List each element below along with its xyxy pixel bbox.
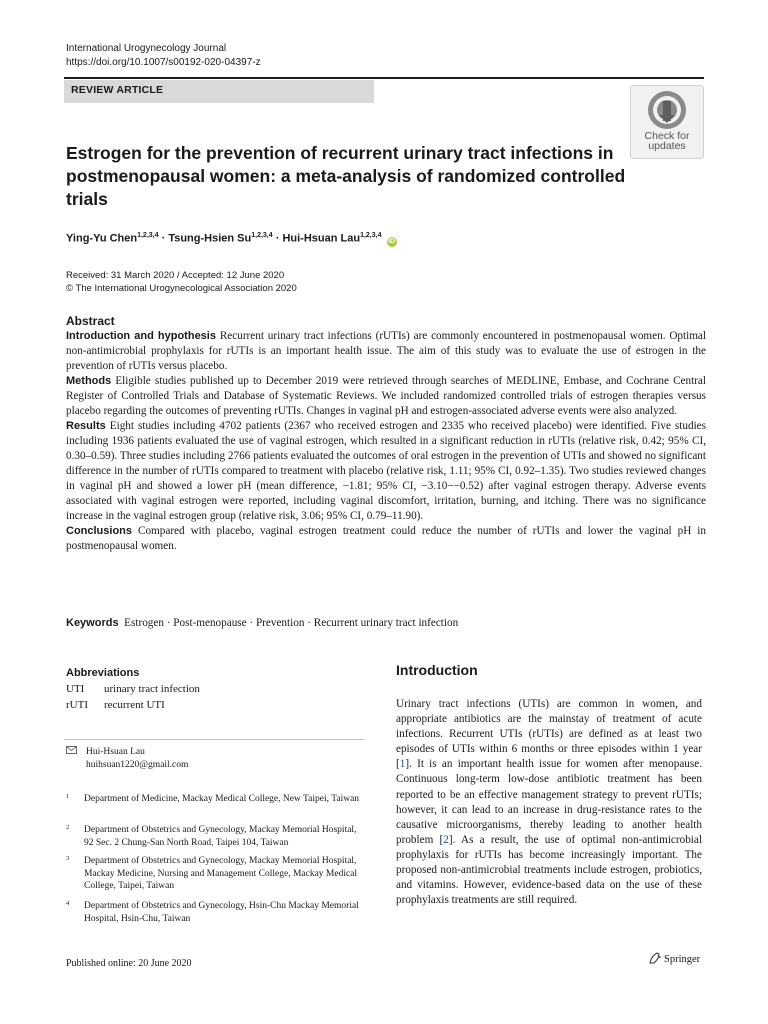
section-text: Eight studies including 4702 patients (2367 who received estrogen and 2335 who received placebo) were identified. Five studies including 1936 patients evaluated the use of vaginal estrogen, which resulted in a significant reduction in rUTIs (relative risk, 0.42; 95% CI, 0.30–0.59). Three studies including 2766 patients evaluated the outcomes of oral estrogen in the prevention of UTIs and showed no significant difference in the number of rUTIs compared to treatment with placebo (relative risk, 1.11; 95% CI, 0.92–1.35). Two studies reviewed changes in vaginal pH and showed a lower pH (mean difference, −1.81; 95% CI, −3.10−−0.52) after vaginal estrogen therapy. Adverse events associated with vaginal estrogen were reported, including vaginal discomfort, irritation, burning, and itching. There was no significance increase in the vaginal estrogen group (relative risk, 3.06; 95% CI, 0.79–11.90). xyxy=(66,420,706,522)
abbreviation: rUTI xyxy=(66,699,88,711)
intro-text: Urinary tract infections (UTIs) are common in women, and appropriate antibiotics are the mainstay of treatment of acute infections. Recurrent UTIs (rUTIs) are defined as at least two episodes of UTIs within 6 months or three episodes within 1 year [ xyxy=(396,698,702,771)
article-title: Estrogen for the prevention of recurrent urinary tract infections in postmenopausal women: a meta-analysis of randomized controlled trials xyxy=(66,143,626,209)
author-separator: · xyxy=(161,232,166,245)
corresponding-email[interactable]: huihsuan1220@gmail.com xyxy=(86,759,189,770)
author-name[interactable]: Hui-Hsuan Lau xyxy=(282,232,361,245)
abbreviations-heading: Abbreviations xyxy=(66,667,140,679)
section-text: Compared with placebo, vaginal estrogen treatment could reduce the number of rUTIs and lower the vaginal pH in postmenopausal women. xyxy=(66,525,706,552)
citation-link[interactable]: 1 xyxy=(399,758,406,771)
affiliation-number: 1 xyxy=(66,793,70,800)
published-online: Published online: 20 June 2020 xyxy=(66,958,192,969)
affiliation-number: 4 xyxy=(66,900,70,907)
section-text: Recurrent urinary tract infections (rUTIs) are commonly encountered in postmenopausal women. Optimal non-antimicrobial prophylaxis for rUTIs is an important health issue. The aim of this study was to evaluate the use of estrogen in the prevention of rUTIs versus placebo. xyxy=(66,330,706,372)
doi-link[interactable]: https://doi.org/10.1007/s00192-020-04397-z xyxy=(66,57,261,68)
envelope-icon xyxy=(66,746,77,754)
introduction-heading: Introduction xyxy=(396,662,478,678)
author-separator: · xyxy=(275,232,280,245)
affiliation-text: Department of Obstetrics and Gynecology, Mackay Memorial Hospital, Mackay Medicine, Nursing and Management College, Mackay Medical College, Taipei, Taiwan xyxy=(84,856,358,891)
abstract-heading: Abstract xyxy=(66,314,115,328)
author-affiliation: 1,2,3,4 xyxy=(137,232,159,239)
orcid-icon[interactable]: iD xyxy=(388,237,396,245)
springer-logo xyxy=(648,951,700,965)
affiliation-number: 2 xyxy=(66,824,70,831)
author-affiliation: 1,2,3,4 xyxy=(251,232,273,239)
section-text: Eligible studies published up to December 2019 were retrieved through searches of MEDLINE, Embase, and Cochrane Central Register of Controlled Trials and Database of Systematic Reviews. We included randomized controlled trials of estrogen therapies versus placebo regarding the outcomes of preventing rUTIs. Changes in vaginal pH and estrogen-associated adverse events were also analyzed. xyxy=(66,375,707,417)
article-type-ribbon xyxy=(64,80,374,103)
footnote-rule xyxy=(64,739,364,740)
corresponding-author: Hui-Hsuan Lau xyxy=(86,747,145,757)
keyword[interactable]: Estrogen xyxy=(124,617,164,629)
keywords-label: Keywords xyxy=(66,617,119,629)
introduction-text xyxy=(396,697,702,908)
section-label: Methods xyxy=(66,375,112,387)
author-list xyxy=(66,232,397,247)
article-type: REVIEW ARTICLE xyxy=(71,84,164,96)
abbreviations xyxy=(66,665,366,713)
affiliation-number: 3 xyxy=(66,855,70,862)
abstract-section xyxy=(66,524,706,554)
header-rule xyxy=(64,77,704,79)
badge-line-2: updates xyxy=(648,140,686,152)
journal-header xyxy=(66,42,261,70)
abstract-section xyxy=(66,374,706,419)
keyword-separator: · xyxy=(307,617,311,629)
springer-horse-icon xyxy=(648,951,662,965)
section-label: Conclusions xyxy=(66,525,133,537)
abbreviation-definition: recurrent UTI xyxy=(104,699,165,711)
keywords xyxy=(66,617,458,629)
keyword-separator: · xyxy=(249,617,254,629)
badge-line-1: Check for xyxy=(644,130,690,142)
article-dates xyxy=(66,270,297,295)
copyright-line: © The International Urogynecological Association 2020 xyxy=(66,282,297,294)
keyword-separator: · xyxy=(166,617,171,629)
received-accepted: Received: 31 March 2020 / Accepted: 12 June 2020 xyxy=(66,270,285,281)
keyword[interactable]: Post-menopause xyxy=(173,617,247,629)
abstract xyxy=(66,314,706,554)
abstract-section xyxy=(66,419,706,524)
check-for-updates-icon xyxy=(646,89,688,131)
keyword[interactable]: Prevention xyxy=(255,617,305,629)
intro-text: ]. It is an important health issue for women after menopause. Continuous long-term low-dose antibiotic treatment has been reported to be an effective management strategy to prevent rUTIs; however, it can lead to an increase in drug-resistance rates to the causative microorganisms, thereby leading to another health problem [ xyxy=(396,758,702,846)
abbreviation-row xyxy=(66,681,200,697)
abbreviation-row xyxy=(66,697,200,713)
section-label: Introduction and hypothesis xyxy=(66,330,216,342)
abbreviations-table xyxy=(66,681,200,713)
keyword[interactable]: Recurrent urinary tract infection xyxy=(313,617,459,629)
citation-link[interactable]: 2 xyxy=(443,833,449,846)
author-name[interactable]: Tsung-Hsien Su xyxy=(168,232,252,245)
check-for-updates-badge[interactable] xyxy=(630,85,704,159)
abbreviation-definition: urinary tract infection xyxy=(104,683,200,695)
intro-text: ]. As a result, the use of optimal non-antimicrobial prophylaxis for rUTIs has become increasingly important. The proposed non-antimicrobial treatments include estrogen, probiotics, and vitamins. However, evidence-based data on the use of these prophylaxis treatments are still required. xyxy=(396,833,702,907)
journal-name: International Urogynecology Journal xyxy=(66,43,227,54)
affiliation-text: Department of Obstetrics and Gynecology, Mackay Memorial Hospital, 92 Sec. 2 Chung-San North Road, Taipei 104, Taiwan xyxy=(84,825,357,848)
section-label: Results xyxy=(66,420,106,432)
affiliation-text: Department of Obstetrics and Gynecology, Hsin-Chu Mackay Memorial Hospital, Hsin-Chu, Taiwan xyxy=(84,901,359,924)
publisher-name: Springer xyxy=(664,954,701,965)
affiliation-text: Department of Medicine, Mackay Medical College, New Taipei, Taiwan xyxy=(84,794,360,804)
abstract-section xyxy=(66,329,706,374)
abbreviation: UTI xyxy=(66,683,85,695)
author-name[interactable]: Ying-Yu Chen xyxy=(66,232,138,245)
author-affiliation: 1,2,3,4 xyxy=(360,232,382,239)
